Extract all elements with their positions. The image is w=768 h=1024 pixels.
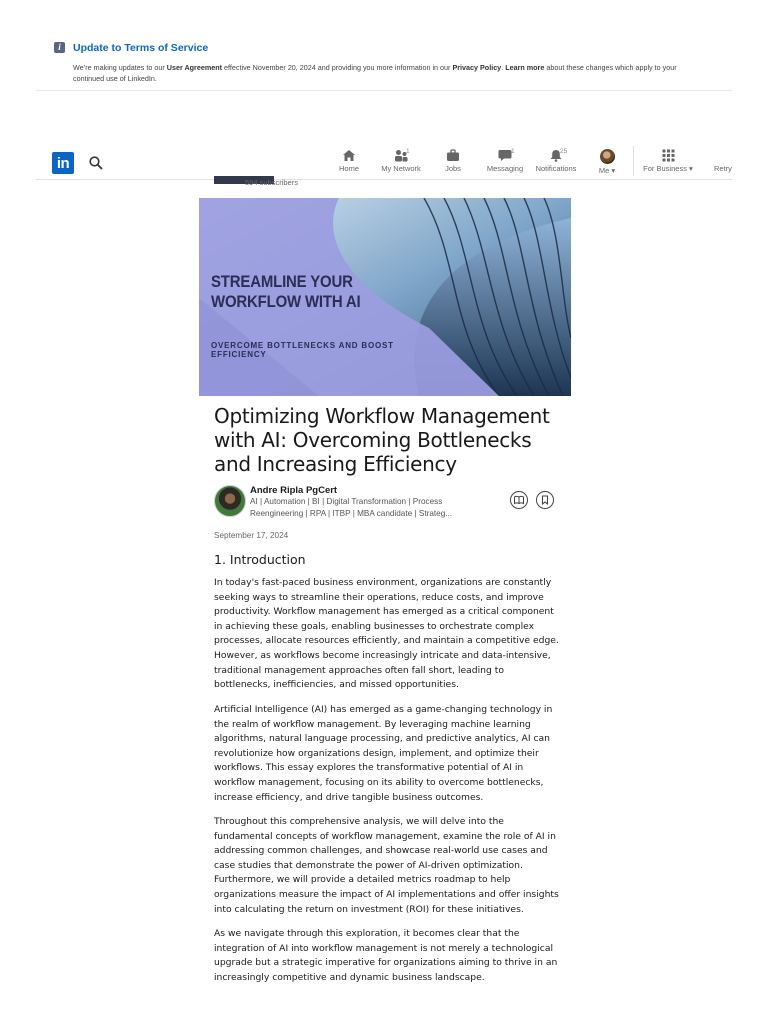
- nav-messaging[interactable]: [479, 149, 531, 177]
- home-icon: [342, 149, 356, 162]
- article-paragraph: Artificial Intelligence (AI) has emerged as a game-changing technology in the realm of workflow management. By leveraging machine learning algorithms, natural language processing, and predictive analytics, AI can revolutionize how organizations design, implement, and optimize their workflows. This essay explores the transformative potential of AI in workflow management, focusing on its ability to overcome bottlenecks, increase efficiency, and drive tangible business outcomes.: [214, 704, 553, 803]
- grid-icon: [662, 149, 675, 162]
- subscribe-newsletter-button[interactable]: [510, 491, 528, 509]
- nav-notifications[interactable]: [530, 149, 582, 177]
- messaging-icon: [498, 149, 512, 162]
- avatar: [600, 149, 615, 164]
- save-article-button[interactable]: [536, 491, 554, 509]
- nav-for-business-label: For Business: [643, 164, 687, 173]
- chevron-down-icon: ▾: [689, 164, 693, 173]
- author-headline: AI | Automation | BI | Digital Transformation | Process Reengineering | RPA | ITBP | MBA candidate | Strateg...: [250, 497, 453, 518]
- nav-messaging-label: Messaging: [486, 164, 524, 173]
- search-icon[interactable]: [88, 155, 104, 171]
- linkedin-logo[interactable]: in: [52, 152, 74, 174]
- article-title: Optimizing Workflow Management with AI: Overcoming Bottlenecks and Increasing Efficiency: [214, 404, 550, 476]
- nav-my-network[interactable]: [375, 149, 427, 177]
- banner-text: We’re making updates to our User Agreement effective November 20, 2024 and providing you more information in our Privacy Policy. Learn more about these changes which apply to your continued use of LinkedIn.: [73, 63, 677, 83]
- info-icon: i: [54, 42, 65, 53]
- article-cover-image: [199, 198, 571, 396]
- article-paragraph: As we navigate through this exploration, it becomes clear that the integration of AI into workflow management is not merely a technological upgrade but a strategic imperative for organizations aiming to thrive in an increasingly competitive and dynamic business landscape.: [214, 928, 558, 983]
- article-paragraph: Throughout this comprehensive analysis, we will delve into the fundamental concepts of workflow management, examine the role of AI in addressing common challenges, and showcase real-world use cases and case studies that demonstrate the power of AI-driven optimization. Furthermore, we will provide a detailed metrics roadmap to help organizations measure the impact of AI implementations and offer insights into calculating the return on investment (ROI) for these initiatives.: [214, 816, 559, 915]
- nav-home-label: Home: [338, 164, 359, 173]
- user-agreement-link[interactable]: User Agreement: [166, 63, 223, 72]
- learn-more-link[interactable]: Learn more: [505, 63, 545, 72]
- terms-banner: [36, 34, 732, 91]
- nav-my-network-label: My Network: [381, 164, 421, 173]
- global-nav: [36, 140, 732, 180]
- nav-home[interactable]: [323, 149, 375, 177]
- newsletter-icon: [514, 495, 524, 505]
- cover-subtitle: OVERCOME BOTTLENECKS AND BOOST EFFICIENCY: [211, 341, 394, 359]
- banner-title: Update to Terms of Service: [73, 42, 209, 54]
- my-network-badge: 1: [406, 148, 410, 155]
- jobs-icon: [446, 149, 460, 162]
- nav-jobs-label: Jobs: [445, 164, 461, 173]
- nav-me-label: Me: [598, 166, 610, 175]
- notifications-badge: 25: [560, 148, 568, 155]
- cover-title: STREAMLINE YOUR WORKFLOW WITH AI: [211, 272, 361, 311]
- chevron-down-icon: ▾: [611, 166, 616, 175]
- author-name[interactable]: Andre Ripla PgCert: [250, 485, 338, 496]
- nav-for-business[interactable]: [636, 149, 700, 177]
- section-heading: 1. Introduction: [214, 552, 306, 567]
- nav-me[interactable]: [582, 149, 632, 177]
- publish-date: September 17, 2024: [214, 531, 289, 540]
- subscriber-count: 594 subscribers: [245, 178, 298, 187]
- author-avatar[interactable]: [214, 485, 246, 517]
- retry-link[interactable]: Retry: [714, 164, 732, 173]
- nav-jobs[interactable]: [427, 149, 479, 177]
- nav-divider: [633, 146, 634, 176]
- article-paragraph: In today's fast-paced business environment, organizations are constantly seeking ways to streamline their operations, reduce costs, and improve productivity. Workflow management has emerged as a critical component in achieving these goals, enabling businesses to orchestrate complex processes, allocate resources efficiently, and maintain a competitive edge. However, as workflows become increasingly intricate and data-intensive, traditional management approaches often fall short, leading to bottlenecks, inefficiencies, and missed opportunities.: [214, 577, 559, 691]
- bookmark-icon: [540, 495, 550, 505]
- nav-notifications-label: Notifications: [535, 164, 577, 173]
- messaging-badge: 1: [511, 148, 515, 155]
- privacy-policy-link[interactable]: Privacy Policy: [452, 63, 502, 72]
